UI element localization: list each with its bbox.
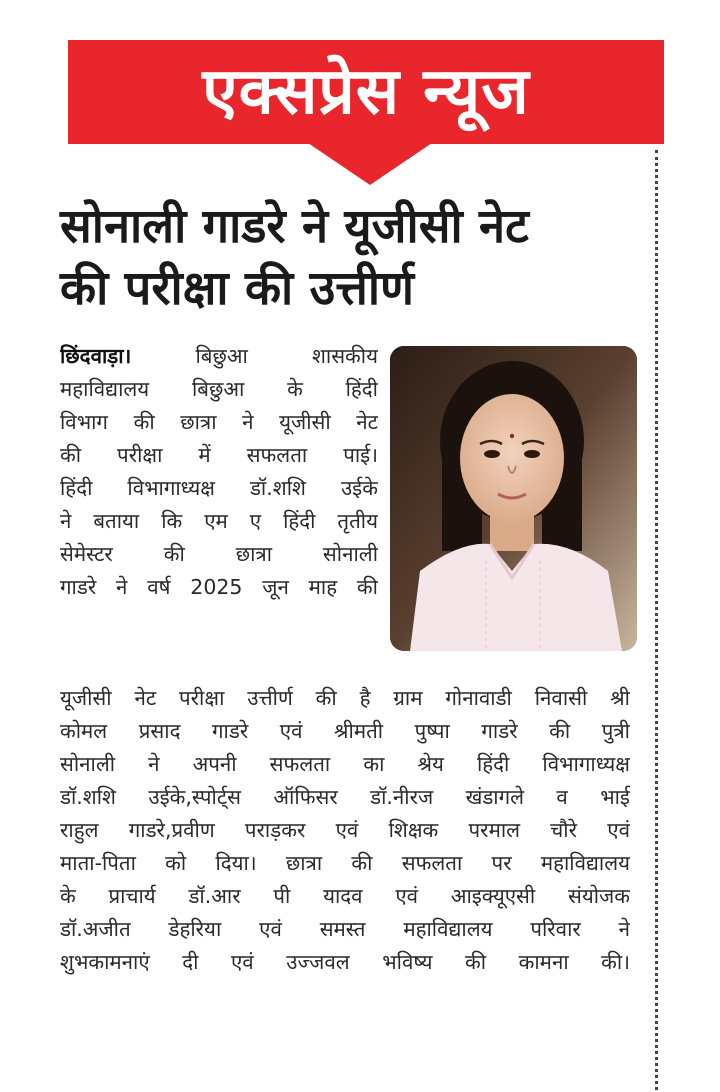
article-line: यूजीसी नेट परीक्षा उत्तीर्ण की है ग्राम गोनावाडी निवासी श्री — [60, 686, 630, 710]
portrait-photo-icon — [390, 346, 637, 651]
article-body-narrow — [60, 340, 378, 604]
article-line: हिंदी विभागाध्यक्ष डॉ.शशि उईके — [60, 476, 378, 500]
article-headline — [60, 196, 620, 320]
article-line: ने बताया कि एम ए हिंदी तृतीय — [60, 509, 378, 533]
masthead-title: एक्सप्रेस न्यूज — [202, 55, 530, 129]
article-line: डॉ.शशि उईके,स्पोर्ट्स ऑफिसर डॉ.नीरज खंडागले व भाई — [60, 785, 630, 809]
article-line: विभाग की छात्रा ने यूजीसी नेट — [60, 410, 378, 434]
portrait-photo — [390, 346, 637, 651]
masthead-pointer — [308, 143, 432, 185]
article-line: सेमेस्टर की छात्रा सोनाली — [60, 542, 378, 566]
column-divider — [655, 150, 658, 1090]
dateline: छिंदवाड़ा। — [60, 344, 132, 368]
article-line: राहुल गाडरे,प्रवीण पराड़कर एवं शिक्षक परमाल चौरे एवं — [60, 818, 630, 842]
headline-line-1: सोनाली गाडरे ने यूजीसी नेट — [60, 199, 529, 254]
article-line: माता-पिता को दिया। छात्रा की सफलता पर महाविद्यालय — [60, 851, 630, 875]
masthead-banner — [68, 40, 664, 144]
article-line: की परीक्षा में सफलता पाई। — [60, 443, 378, 467]
article-line: महाविद्यालय बिछुआ के हिंदी — [60, 377, 378, 401]
article-line: डॉ.अजीत डेहरिया एवं समस्त महाविद्यालय परिवार ने — [60, 917, 630, 941]
article-line: शुभकामनाएं दी एवं उज्जवल भविष्य की कामना की। — [60, 950, 630, 974]
article-line: के प्राचार्य डॉ.आर पी यादव एवं आइक्यूएसी संयोजक — [60, 884, 630, 908]
article-body-wide — [60, 682, 630, 979]
article-line: कोमल प्रसाद गाडरे एवं श्रीमती पुष्पा गाडरे की पुत्री — [60, 719, 630, 743]
article-line: सोनाली ने अपनी सफलता का श्रेय हिंदी विभागाध्यक्ष — [60, 752, 630, 776]
headline-line-2: की परीक्षा की उत्तीर्ण — [60, 261, 414, 316]
article-line: गाडरे ने वर्ष 2025 जून माह की — [60, 575, 378, 599]
article-line: छिंदवाड़ा। बिछुआ शासकीय — [60, 344, 378, 368]
